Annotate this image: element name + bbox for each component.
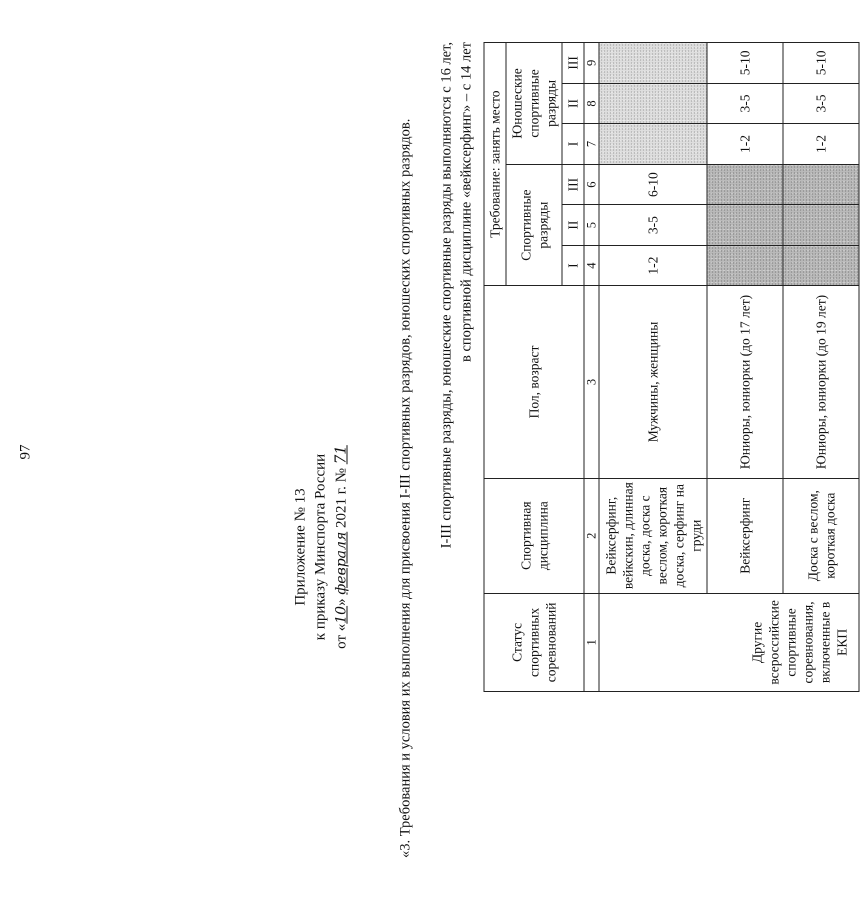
header-youth-rank-I: I [562,124,584,165]
section-title: «3. Требования и условия их выполнения для присвоения I-III спортивных разрядов, юношеских спортивных разрядов. [397,118,414,858]
rank-I-cell: 1-2 [599,245,707,286]
column-number-row [584,43,599,692]
rotated-page-content [291,12,860,892]
status-cell: Другие всероссийские спортивные соревнования, включенные в ЕКП [599,593,859,691]
column-number: 3 [584,286,599,478]
shaded-cell [599,43,707,84]
order-date-line: от «10» февраля 2021 г. № 71 [331,445,350,649]
column-number: 2 [584,478,599,593]
shaded-cell [599,83,707,124]
appendix-title: Приложение № 13 [292,488,309,606]
notes-block [439,42,476,692]
column-number: 1 [584,593,599,691]
youth-rank-II-cell: 3-5 [783,83,859,124]
shaded-cell [707,164,783,205]
shaded-cell [707,205,783,246]
header-rank-I: I [562,245,584,286]
rank-II-cell: 3-5 [599,205,707,246]
gender-age-cell: Мужчины, женщины [599,286,707,478]
header-youth-rank-III: III [562,43,584,84]
handwritten-month: февраля [333,531,350,595]
youth-rank-I-cell: 1-2 [707,124,783,165]
handwritten-day: 10 [333,605,350,624]
column-number: 4 [584,245,599,286]
gender-age-cell: Юниоры, юниорки (до 17 лет) [707,286,783,478]
note-line-1: I-III спортивные разряды, юношеские спортивные разряды выполняются с 16 лет, [438,42,455,549]
shaded-cell [707,245,783,286]
header-discipline: Спортивная дисциплина [484,478,584,593]
youth-rank-III-cell: 5-10 [783,43,859,84]
shaded-cell [783,205,859,246]
column-number: 7 [584,124,599,165]
table-header-row [484,43,506,692]
discipline-cell: Доска с веслом, короткая доска [783,478,859,593]
column-number: 8 [584,83,599,124]
shaded-cell [783,164,859,205]
header-youth-rank-II: II [562,83,584,124]
page-number: 97 [17,444,34,460]
table-row [599,43,707,692]
appendix-header [291,382,352,712]
order-reference: к приказу Минспорта России [312,453,329,641]
header-rank-III: III [562,164,584,205]
youth-rank-I-cell: 1-2 [783,124,859,165]
discipline-cell: Вейксерфинг, вейкскин, длинная доска, доска с веслом, короткая доска, серфинг на груди [599,478,707,593]
note-line-2: в спортивной дисциплине «вейксерфинг» – с 14 лет [458,42,475,362]
handwritten-order-number: 71 [331,445,350,465]
discipline-cell: Вейксерфинг [707,478,783,593]
column-number: 5 [584,205,599,246]
column-number: 9 [584,43,599,84]
header-rank-II: II [562,205,584,246]
header-status: Статус спортивных соревнований [484,593,584,691]
header-requirement: Требование: занять место [484,43,506,286]
youth-rank-II-cell: 3-5 [707,83,783,124]
header-gender-age: Пол, возраст [484,286,584,478]
gender-age-cell: Юниоры, юниорки (до 19 лет) [783,286,859,478]
header-sport-ranks: Спортивные разряды [506,164,562,286]
rank-III-cell: 6-10 [599,164,707,205]
youth-rank-III-cell: 5-10 [707,43,783,84]
column-number: 6 [584,164,599,205]
header-youth-ranks: Юношеские спортивные разряды [506,43,562,165]
shaded-cell [783,245,859,286]
requirements-table [484,42,860,692]
shaded-cell [599,124,707,165]
